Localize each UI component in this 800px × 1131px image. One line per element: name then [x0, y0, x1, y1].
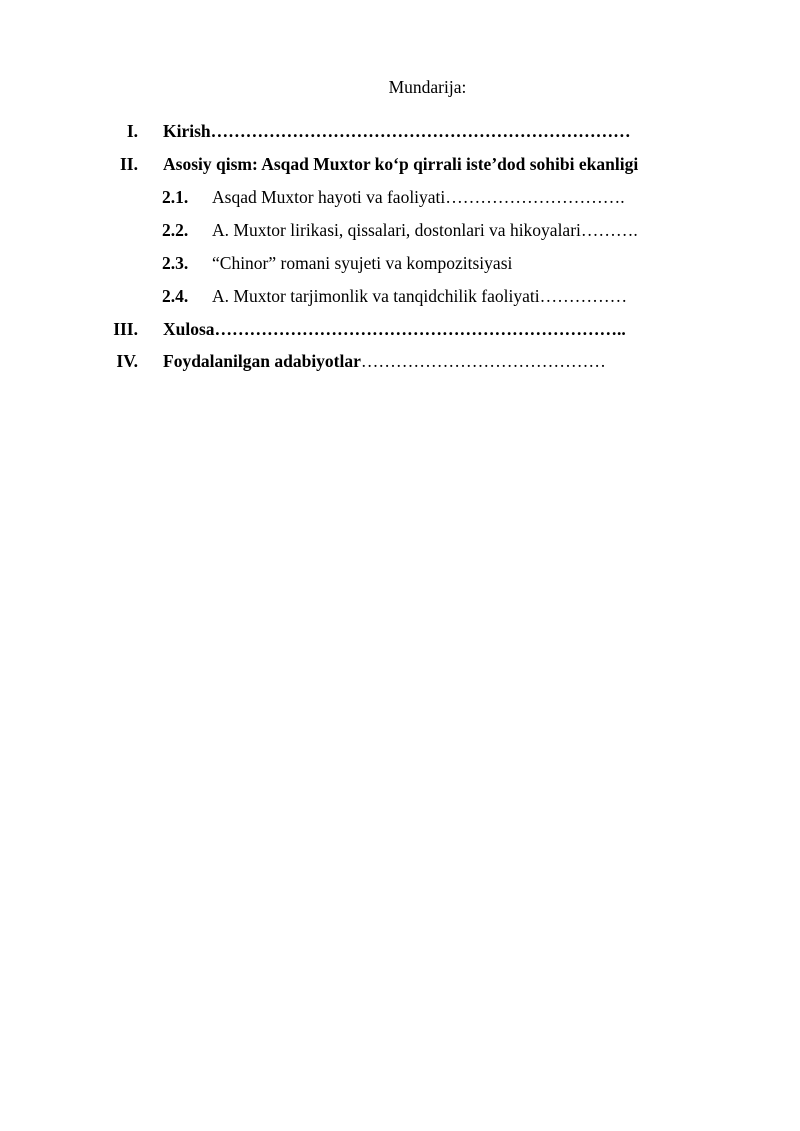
toc-leader-dots: …………… [539, 286, 628, 306]
toc-entry-number: II. [120, 154, 138, 174]
toc-leader-dots: …………………………………… [360, 351, 606, 371]
toc-entry-text: Kirish [163, 121, 211, 141]
toc-entry-text: “Chinor” romani syujeti va kompozitsiyasi [212, 253, 513, 273]
toc-entry-content [212, 284, 627, 308]
toc-entry-number: 2.2. [162, 220, 189, 240]
toc-entry-number: 2.1. [162, 187, 189, 207]
toc-leader-dots: …………………………. [445, 187, 625, 207]
toc-entry-content [212, 185, 625, 209]
toc-entry-text: Asosiy qism: Asqad Muxtor ko‘p qirrali iste’dod sohibi ekanligi [163, 154, 639, 174]
toc-entry-content [163, 119, 631, 143]
page-title: Mundarija: [388, 77, 467, 97]
toc-entry-number: 2.3. [162, 253, 189, 273]
toc-entry-number: IV. [116, 351, 138, 371]
toc-leader-dots: ……………………………………………………………… [210, 121, 631, 141]
toc-entry-content [163, 317, 626, 341]
toc-entry-content [212, 218, 638, 242]
toc-entry-text: Asqad Muxtor hayoti va faoliyati [212, 187, 446, 207]
toc-entry-content [212, 251, 512, 275]
toc-entry-content [163, 152, 638, 176]
toc-entry-number: III. [113, 319, 138, 339]
toc-entry-text: A. Muxtor lirikasi, qissalari, dostonlari va hikoyalari [212, 220, 581, 240]
toc-entry-text: Foydalanilgan adabiyotlar [163, 351, 361, 371]
toc-leader-dots: …………………………………………………………….. [214, 319, 626, 339]
toc-entry-text: A. Muxtor tarjimonlik va tanqidchilik faoliyati [212, 286, 540, 306]
toc-entry-number: 2.4. [162, 286, 189, 306]
toc-entry-number: I. [126, 121, 138, 141]
toc-leader-dots: ………. [580, 220, 638, 240]
toc-entry-text: Xulosa [163, 319, 215, 339]
toc-entry-content [163, 349, 606, 373]
